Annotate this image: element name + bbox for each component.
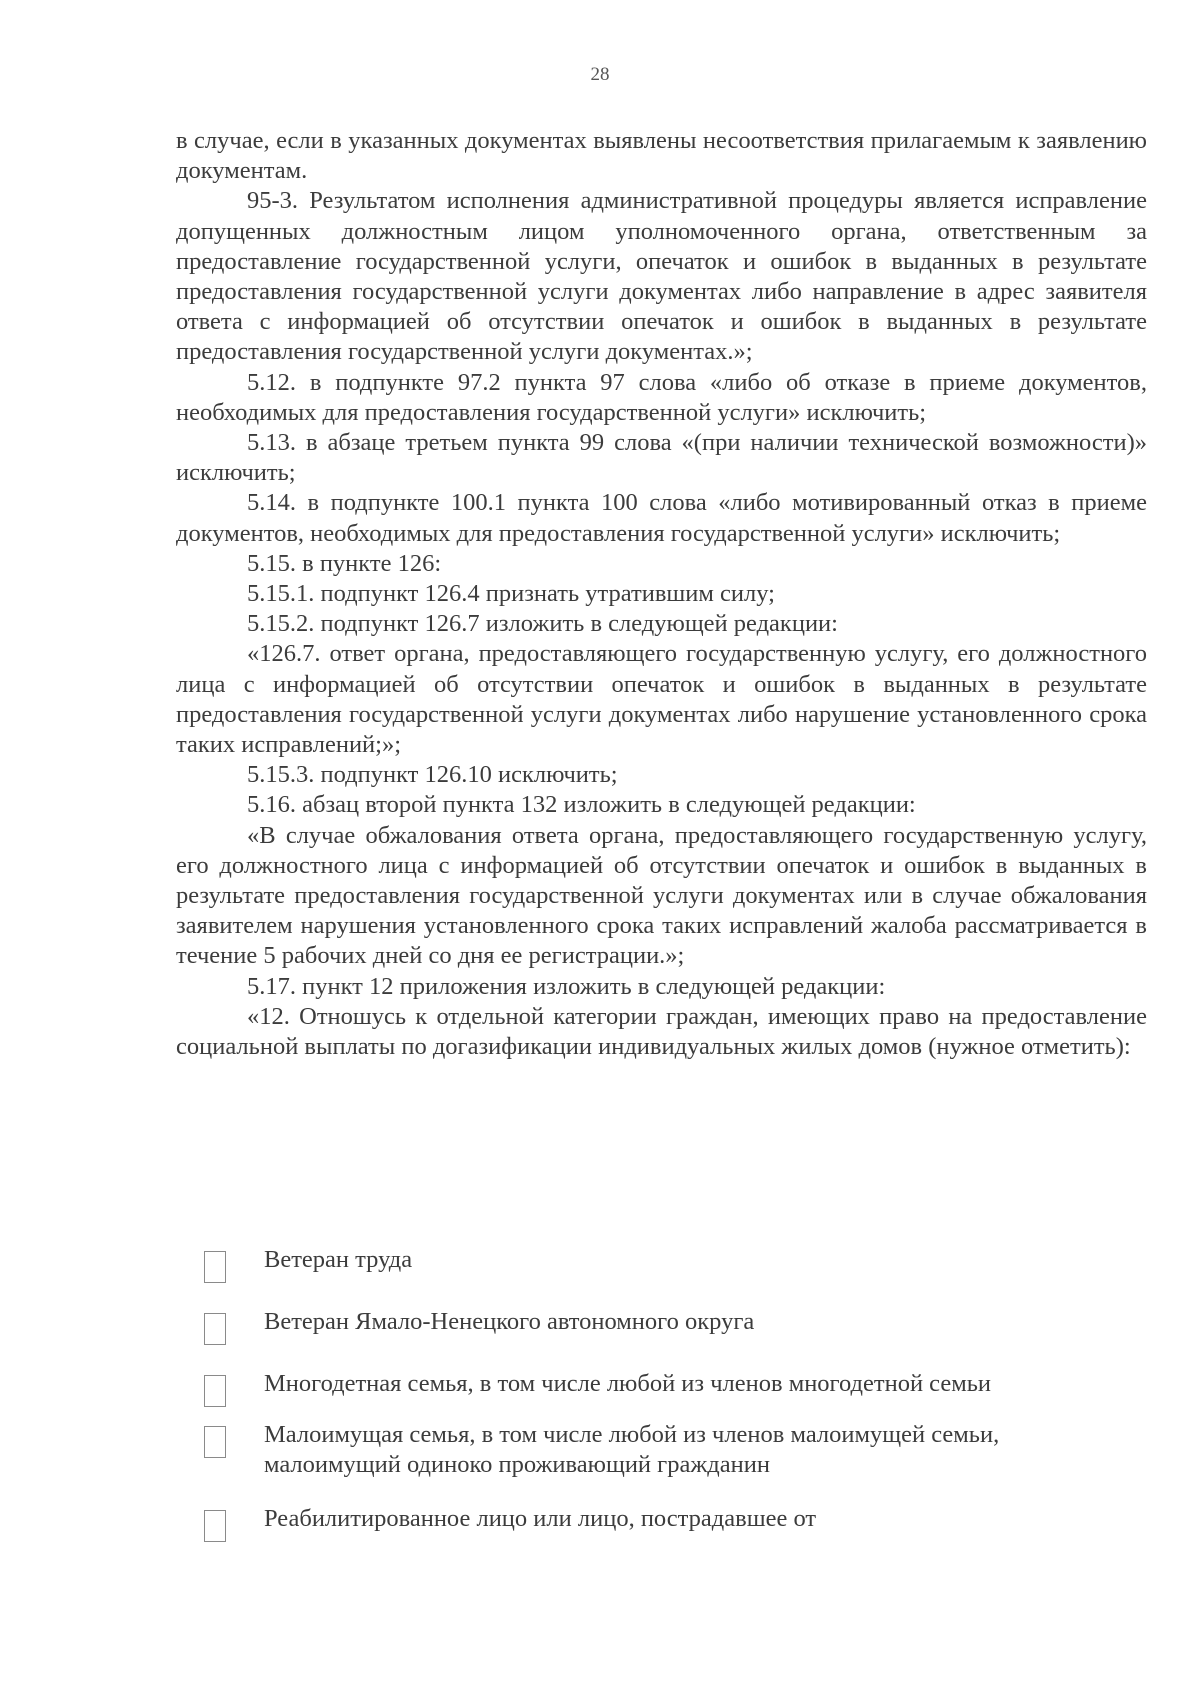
checkbox[interactable] — [204, 1313, 226, 1345]
checklist-item-label: Малоимущая семья, в том числе любой из членов малоимущей семьи, малоимущий одиноко проживающий гражданин — [264, 1421, 1000, 1478]
checklist-item — [204, 1307, 1084, 1337]
checklist-item — [204, 1420, 1084, 1480]
document-body — [176, 126, 1147, 1062]
checkbox[interactable] — [204, 1426, 226, 1458]
checkbox[interactable] — [204, 1510, 226, 1542]
paragraph-5-13: 5.13. в абзаце третьем пункта 99 слова «(при наличии технической возможности)» исключить; — [176, 429, 1147, 487]
paragraph-95-3: 95-3. Результатом исполнения административной процедуры является исправление допущенных должностным лицом уполномоченного органа, ответственным за предоставление государственной услуги, опечаток и ошибок в выданных в результате предоставления государственной услуги документах либо направление в адрес заявителя ответа с информацией об отсутствии опечаток и ошибок в выданных в результате предоставления государственной услуги документах.»; — [176, 187, 1147, 366]
page-number: 28 — [590, 64, 610, 85]
paragraph-5-12: 5.12. в подпункте 97.2 пункта 97 слова «либо об отказе в приеме документов, необходимых для предоставления государственной услуги» исключить; — [176, 368, 1147, 426]
paragraph-continuation: в случае, если в указанных документах выявлены несоответствия прилагаемым к заявлению документам. — [176, 127, 1147, 185]
paragraph-126-7: «126.7. ответ органа, предоставляющего государственную услугу, его должностного лица с информацией об отсутствии опечаток и ошибок в выданных в результате предоставления государственной услуги документах либо нарушение установленного срока таких исправлений;»; — [176, 640, 1147, 759]
checkbox[interactable] — [204, 1251, 226, 1283]
paragraph-132-quote: «В случае обжалования ответа органа, предоставляющего государственную услугу, его должностного лица с информацией об отсутствии опечаток и ошибок в выданных в результате предоставления государственной услуги документах или в случае обжалования заявителем нарушения установленного срока таких исправлений жалоба рассматривается в течение 5 рабочих дней со дня ее регистрации.»; — [176, 821, 1147, 970]
paragraph-5-14: 5.14. в подпункте 100.1 пункта 100 слова «либо мотивированный отказ в приеме документов, необходимых для предоставления государственной услуги» исключить; — [176, 489, 1147, 547]
checklist-item-label: Ветеран труда — [264, 1246, 413, 1273]
paragraph-5-16: 5.16. абзац второй пункта 132 изложить в следующей редакции: — [247, 791, 916, 819]
paragraph-12-quote: «12. Отношусь к отдельной категории граждан, имеющих право на предоставление социальной выплаты по догазификации индивидуальных жилых домов (нужное отметить): — [176, 1002, 1147, 1061]
checklist-item — [204, 1369, 1084, 1399]
checklist-item — [204, 1504, 1084, 1534]
paragraph-5-17: 5.17. пункт 12 приложения изложить в следующей редакции: — [247, 972, 886, 1000]
paragraph-5-15-1: 5.15.1. подпункт 126.4 признать утратившим силу; — [247, 580, 775, 608]
paragraph-5-15-3: 5.15.3. подпункт 126.10 исключить; — [247, 761, 618, 789]
checklist-item-label: Реабилитированное лицо или лицо, пострадавшее от — [264, 1505, 817, 1532]
checklist-item — [204, 1245, 1084, 1275]
paragraph-5-15: 5.15. в пункте 126: — [247, 549, 442, 577]
paragraph-5-15-2: 5.15.2. подпункт 126.7 изложить в следующей редакции: — [247, 610, 838, 638]
checklist-item-label: Многодетная семья, в том числе любой из членов многодетной семьи — [264, 1370, 992, 1397]
category-checklist — [204, 1245, 1084, 1534]
checklist-item-label: Ветеран Ямало-Ненецкого автономного округа — [264, 1308, 755, 1335]
checkbox[interactable] — [204, 1375, 226, 1407]
